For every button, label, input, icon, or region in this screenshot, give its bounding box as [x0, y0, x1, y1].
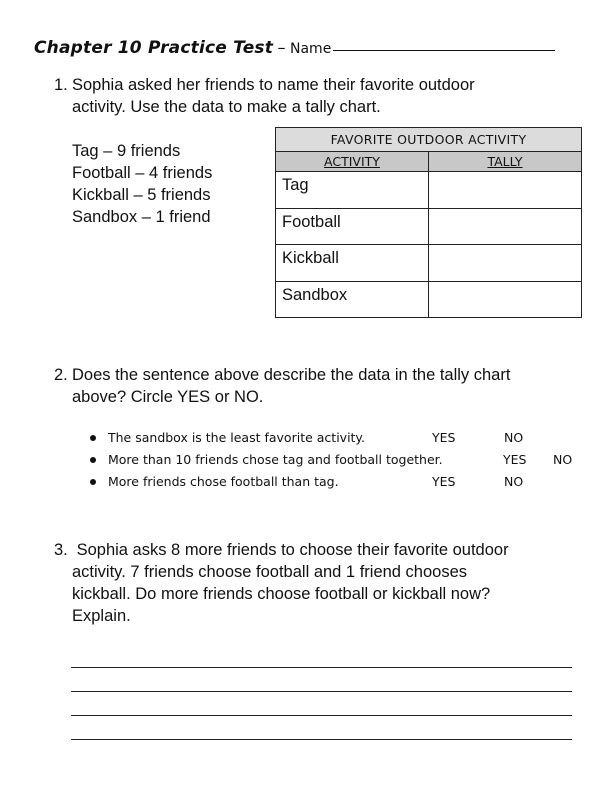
activity-cell: Kickball: [276, 245, 429, 282]
yes-option[interactable]: YES: [432, 430, 456, 445]
bullet-icon: [90, 457, 96, 463]
question-number: 1.: [54, 76, 68, 94]
answer-line[interactable]: [71, 667, 572, 668]
tally-input-cell[interactable]: [429, 172, 582, 209]
question-1: [54, 74, 554, 118]
yes-option[interactable]: YES: [432, 474, 456, 489]
answer-line[interactable]: [71, 715, 572, 716]
question-text: activity. 7 friends choose football and 1 friend chooses: [72, 563, 468, 581]
question-text: kickball. Do more friends choose football or kickball now?: [72, 585, 491, 603]
no-option[interactable]: NO: [504, 474, 524, 489]
question-text: Sophia asked her friends to name their favorite outdoor: [72, 76, 475, 94]
question-number: 3.: [54, 541, 68, 559]
question-3: [54, 539, 574, 627]
question-text: Does the sentence above describe the data in the tally chart: [72, 366, 511, 384]
tally-input-cell[interactable]: [429, 281, 582, 318]
test-header: [34, 38, 555, 58]
data-item-sandbox: Sandbox – 1 friend: [72, 208, 211, 226]
table-row: [276, 208, 582, 245]
no-option[interactable]: NO: [504, 430, 524, 445]
data-item-kickball: Kickball – 5 friends: [72, 186, 211, 204]
statement-text: The sandbox is the least favorite activity.: [108, 430, 366, 445]
bullet-icon: [90, 435, 96, 441]
answer-line[interactable]: [71, 739, 572, 740]
activity-cell: Sandbox: [276, 281, 429, 318]
header-tally: TALLY: [429, 152, 582, 172]
activity-cell: Football: [276, 208, 429, 245]
yes-option[interactable]: YES: [503, 452, 527, 467]
table-row: [276, 281, 582, 318]
activity-data-list: [72, 140, 212, 228]
header-activity: ACTIVITY: [276, 152, 429, 172]
question-text: above? Circle YES or NO.: [72, 388, 264, 406]
table-row: [276, 245, 582, 282]
data-item-football: Football – 4 friends: [72, 164, 213, 182]
name-blank-line[interactable]: [333, 50, 555, 51]
table-row: [276, 172, 582, 209]
tally-chart: [275, 127, 582, 318]
no-option[interactable]: NO: [553, 452, 573, 467]
statement-text: More than 10 friends chose tag and football together.: [108, 452, 443, 467]
name-label: Name: [290, 41, 332, 57]
data-item-tag: Tag – 9 friends: [72, 142, 181, 160]
question-text: Sophia asks 8 more friends to choose their favorite outdoor: [72, 541, 509, 559]
tally-chart-title: FAVORITE OUTDOOR ACTIVITY: [276, 128, 582, 152]
activity-cell: Tag: [276, 172, 429, 209]
bullet-icon: [90, 479, 96, 485]
page-title: Chapter 10 Practice Test: [34, 38, 274, 58]
question-number: 2.: [54, 366, 68, 384]
title-dash: –: [277, 38, 286, 57]
question-2: [54, 364, 574, 408]
tally-input-cell[interactable]: [429, 245, 582, 282]
question-text: activity. Use the data to make a tally chart.: [72, 98, 381, 116]
statement-text: More friends chose football than tag.: [108, 474, 339, 489]
answer-line[interactable]: [71, 691, 572, 692]
tally-input-cell[interactable]: [429, 208, 582, 245]
question-text: Explain.: [72, 607, 131, 625]
